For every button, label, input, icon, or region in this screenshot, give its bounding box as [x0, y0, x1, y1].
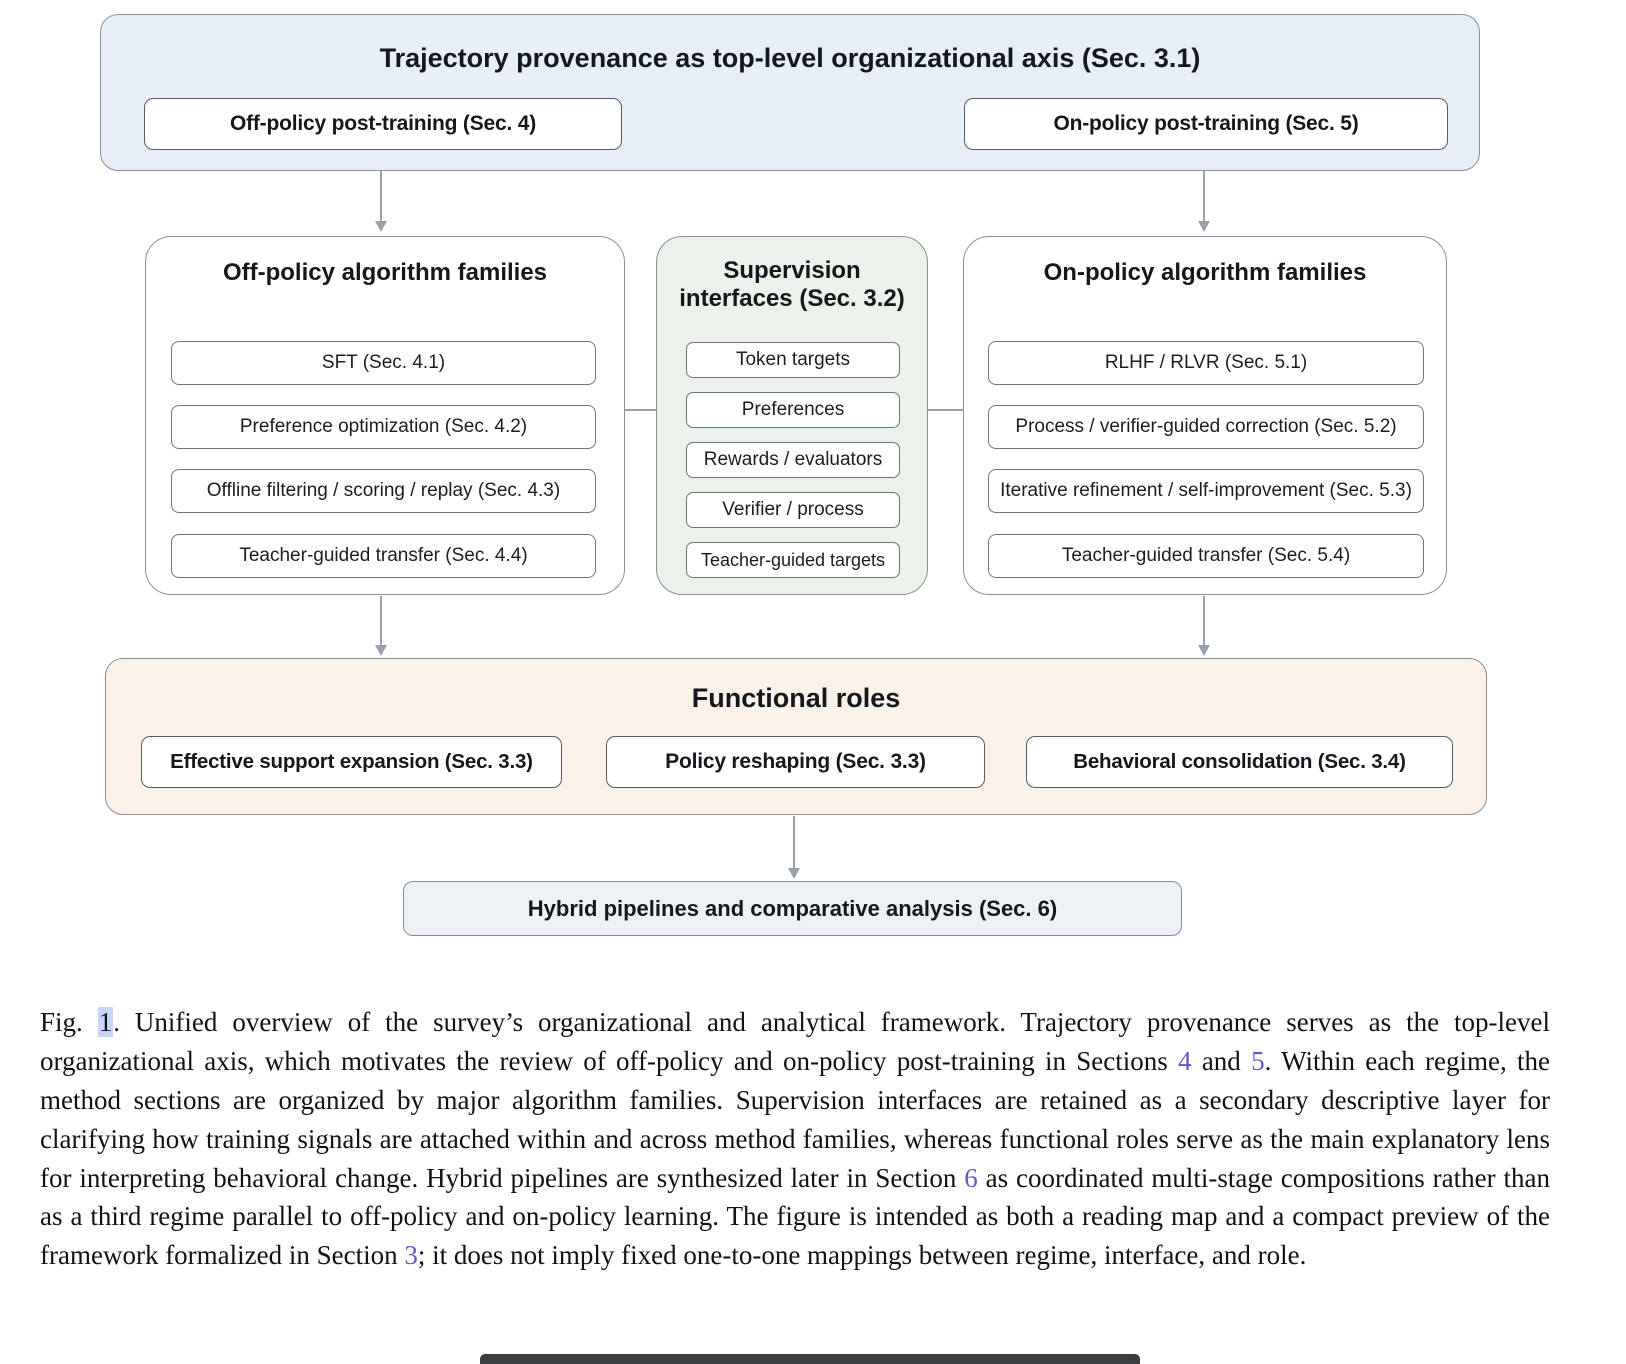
functional-roles-panel — [105, 658, 1487, 815]
off-policy-families-panel — [145, 236, 625, 595]
caption-segment: . Unified overview of the survey’s organizational and analytical framework. Trajectory provenance serves as the top-level organizational axis, which motivates the review of off-policy and on-policy post-training in Sections — [40, 1007, 1550, 1076]
caption-segment: ; it does not imply fixed one-to-one mappings between regime, interface, and role. — [417, 1240, 1307, 1271]
supervision-title — [657, 257, 927, 313]
section-5-link[interactable]: 5 — [1251, 1045, 1265, 1076]
down-arrow-icon — [380, 596, 382, 646]
supervision-item: Preferences — [686, 392, 900, 428]
algorithm-item: Preference optimization (Sec. 4.2) — [171, 405, 596, 449]
hybrid-pipelines-box: Hybrid pipelines and comparative analysis (Sec. 6) — [403, 881, 1182, 936]
supervision-title-line: interfaces (Sec. 3.2) — [679, 285, 905, 312]
algorithm-item: Teacher-guided transfer (Sec. 4.4) — [171, 534, 596, 578]
figure-number-link[interactable]: 1 — [98, 1007, 113, 1037]
algorithm-item: SFT (Sec. 4.1) — [171, 341, 596, 385]
functional-role-box: Behavioral consolidation (Sec. 3.4) — [1026, 736, 1453, 788]
caption-segment: as coordinated multi-stage compositions rather than as a third regime parallel to off-policy and on-policy learning. The figure is intended as both a reading map and a compact preview of the framework formalized in Section — [40, 1162, 1550, 1271]
supervision-item: Teacher-guided targets — [686, 542, 900, 578]
connector-line — [625, 409, 656, 411]
down-arrow-icon — [380, 171, 382, 222]
on-policy-families-title: On-policy algorithm families — [1043, 259, 1367, 286]
bottom-edge-bar — [480, 1354, 1140, 1364]
off-policy-post-training-box: Off-policy post-training (Sec. 4) — [144, 98, 622, 150]
supervision-item: Token targets — [686, 342, 900, 378]
supervision-item: Rewards / evaluators — [686, 442, 900, 478]
functional-roles-title: Functional roles — [691, 683, 901, 713]
down-arrow-icon — [793, 816, 795, 869]
section-4-link[interactable]: 4 — [1178, 1045, 1192, 1076]
algorithm-item: Process / verifier-guided correction (Sec. 5.2) — [988, 405, 1424, 449]
on-policy-families-panel — [963, 236, 1447, 595]
supervision-panel — [656, 236, 928, 595]
caption-segment: and — [1191, 1045, 1252, 1076]
functional-role-box: Effective support expansion (Sec. 3.3) — [141, 736, 562, 788]
algorithm-item: Iterative refinement / self-improvement (Sec. 5.3) — [988, 469, 1424, 513]
algorithm-item: Offline filtering / scoring / replay (Sec. 4.3) — [171, 469, 596, 513]
section-6-link[interactable]: 6 — [964, 1162, 978, 1193]
down-arrow-icon — [1203, 171, 1205, 222]
figure-caption — [40, 1003, 1550, 1275]
functional-role-box: Policy reshaping (Sec. 3.3) — [606, 736, 985, 788]
down-arrow-icon — [1203, 596, 1205, 646]
algorithm-item: Teacher-guided transfer (Sec. 5.4) — [988, 534, 1424, 578]
caption-segment: Fig. — [40, 1007, 98, 1037]
provenance-title: Trajectory provenance as top-level organizational axis (Sec. 3.1) — [379, 43, 1201, 73]
supervision-item: Verifier / process — [686, 492, 900, 528]
caption-segment: . Within each regime, the method sections are organized by major algorithm families. Supervision interfaces are retained as a secondary descriptive layer for clarifying how training signals are attached within and across method families, whereas functional roles serve as the main explanatory lens for interpreting behavioral change. Hybrid pipelines are synthesized later in Section — [40, 1045, 1550, 1193]
algorithm-item: RLHF / RLVR (Sec. 5.1) — [988, 341, 1424, 385]
supervision-title-line: Supervision — [723, 257, 861, 284]
section-3-link[interactable]: 3 — [404, 1240, 418, 1271]
off-policy-families-title: Off-policy algorithm families — [222, 259, 548, 286]
provenance-panel — [100, 14, 1480, 171]
on-policy-post-training-box: On-policy post-training (Sec. 5) — [964, 98, 1448, 150]
connector-line — [928, 409, 963, 411]
